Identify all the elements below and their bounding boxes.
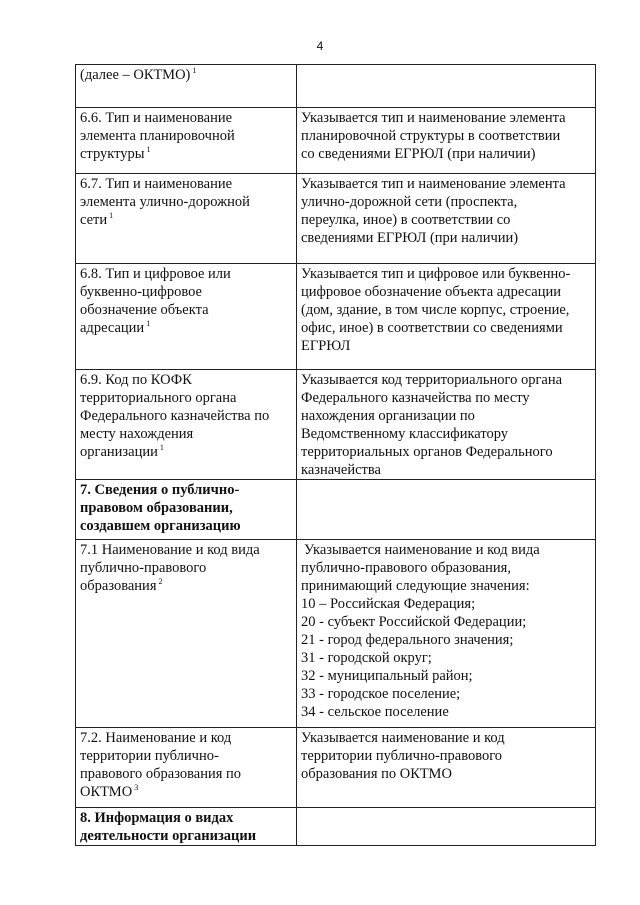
row-description-line: территории публично-правового <box>301 748 503 764</box>
row-label-cell <box>76 370 297 480</box>
row-description-line: 32 - муниципальный район; <box>301 668 473 684</box>
table-row <box>76 108 596 174</box>
footnote-marker: 1 <box>144 319 151 329</box>
row-description-line: сведениями ЕГРЮЛ (при наличии) <box>301 230 519 246</box>
row-label-cell <box>76 728 297 808</box>
row-label-text: 6.9. Код по КОФК <box>80 372 192 388</box>
row-label-line <box>80 265 293 283</box>
row-label-line <box>80 517 293 535</box>
row-label-cell <box>76 480 297 540</box>
row-label-text: сети <box>80 212 108 228</box>
row-label-cell <box>76 808 297 846</box>
row-description-line: Указывается код территориального органа <box>301 372 563 388</box>
row-label-cell <box>76 108 297 174</box>
row-label-cell <box>76 540 297 728</box>
row-description-line: Ведомственному классификатору <box>301 426 509 442</box>
row-label-line <box>80 577 293 595</box>
footnote-marker: 1 <box>107 211 114 221</box>
row-label-text: обозначение объекта <box>80 302 209 318</box>
row-description-line: переулка, иное) в соответствии со <box>301 212 511 228</box>
row-label-text: 8. Информация о видах <box>80 810 234 826</box>
row-label-line <box>80 783 293 801</box>
row-label-text: буквенно-цифровое <box>80 284 202 300</box>
row-label-line <box>80 66 293 84</box>
row-label-line <box>80 127 293 145</box>
row-label-line <box>80 407 293 425</box>
row-label-text: структуры <box>80 146 145 162</box>
row-label-text: территориального органа <box>80 390 237 406</box>
row-label-text: 6.8. Тип и цифровое или <box>80 266 231 282</box>
row-description-cell <box>297 108 596 174</box>
row-description-line: образования по ОКТМО <box>301 766 452 782</box>
row-label-line <box>80 193 293 211</box>
row-description-cell <box>297 808 596 846</box>
row-label-line <box>80 809 293 827</box>
row-label-text: 6.7. Тип и наименование <box>80 176 233 192</box>
row-description-line: публично-правового образования, <box>301 560 511 576</box>
table-row <box>76 65 596 108</box>
row-label-text: адресации <box>80 320 145 336</box>
row-label-line <box>80 109 293 127</box>
footnote-marker: 1 <box>157 443 164 453</box>
row-label-text: публично-правового <box>80 560 207 576</box>
row-label-text: деятельности организации <box>80 828 257 844</box>
table-row <box>76 540 596 728</box>
row-label-line <box>80 729 293 747</box>
row-label-text: образования <box>80 578 157 594</box>
row-label-line <box>80 371 293 389</box>
row-description-line: Указывается тип и наименование элемента <box>301 176 566 192</box>
row-description-cell <box>297 728 596 808</box>
row-description-cell <box>297 174 596 264</box>
row-label-line <box>80 175 293 193</box>
row-description-line: территориальных органов Федерального <box>301 444 553 460</box>
row-label-cell <box>76 65 297 108</box>
table-row <box>76 728 596 808</box>
row-description-cell <box>297 540 596 728</box>
row-label-line <box>80 389 293 407</box>
row-label-text: 7.2. Наименование и код <box>80 730 232 746</box>
row-label-line <box>80 747 293 765</box>
row-label-line <box>80 559 293 577</box>
row-label-line <box>80 145 293 163</box>
row-description-cell <box>297 264 596 370</box>
row-label-cell <box>76 264 297 370</box>
row-label-line <box>80 481 293 499</box>
table-row <box>76 370 596 480</box>
row-description-line: 20 - субъект Российской Федерации; <box>301 614 527 630</box>
row-label-text: организации <box>80 444 158 460</box>
row-label-line <box>80 319 293 337</box>
row-label-line <box>80 443 293 461</box>
row-label-line <box>80 283 293 301</box>
row-label-line <box>80 499 293 517</box>
row-label-line <box>80 765 293 783</box>
row-description-line: офис, иное) в соответствии со сведениями <box>301 320 563 336</box>
row-description-line: 21 - город федерального значения; <box>301 632 514 648</box>
row-label-text: элемента улично-дорожной <box>80 194 250 210</box>
row-description-line: казначейства <box>301 462 381 478</box>
row-description-line: принимающий следующие значения: <box>301 578 530 594</box>
row-label-text: месту нахождения <box>80 426 194 442</box>
row-label-line <box>80 211 293 229</box>
row-description-line: Указывается тип и цифровое или буквенно- <box>301 266 571 282</box>
table-body <box>76 65 596 846</box>
row-label-text: 7. Сведения о публично- <box>80 482 240 498</box>
row-label-cell <box>76 174 297 264</box>
row-description-line: Федерального казначейства по месту <box>301 390 530 406</box>
table-row <box>76 264 596 370</box>
table-row <box>76 174 596 264</box>
row-label-line <box>80 541 293 559</box>
row-label-line <box>80 301 293 319</box>
row-label-text: территории публично- <box>80 748 219 764</box>
row-description-line: ЕГРЮЛ <box>301 338 351 354</box>
footnote-marker: 2 <box>156 577 163 587</box>
row-label-text: Федерального казначейства по <box>80 408 270 424</box>
row-description-line: со сведениями ЕГРЮЛ (при наличии) <box>301 146 536 162</box>
row-description-line: Указывается наименование и код вида <box>304 542 540 558</box>
table-row <box>76 808 596 846</box>
page-number: 4 <box>316 39 324 53</box>
row-label-text: правового образования по <box>80 766 242 782</box>
row-label-text: 7.1 Наименование и код вида <box>80 542 260 558</box>
row-description-line: цифровое обозначение объекта адресации <box>301 284 561 300</box>
row-description-line: 10 – Российская Федерация; <box>301 596 476 612</box>
row-description-cell <box>297 65 596 108</box>
row-description-line: 33 - городское поселение; <box>301 686 461 702</box>
row-description-line: 31 - городской округ; <box>301 650 432 666</box>
row-description-cell <box>297 480 596 540</box>
row-label-text: правовом образовании, <box>80 500 233 516</box>
footnote-marker: 3 <box>132 783 139 793</box>
row-description-line: Указывается наименование и код <box>301 730 505 746</box>
row-label-text: создавшем организацию <box>80 518 241 534</box>
table-row <box>76 480 596 540</box>
row-label-text: ОКТМО <box>80 784 133 800</box>
row-label-line <box>80 425 293 443</box>
requirements-table <box>75 64 596 846</box>
row-description-line: нахождения организации по <box>301 408 475 424</box>
footnote-marker: 1 <box>190 66 197 76</box>
row-description-line: (дом, здание, в том числе корпус, строение, <box>301 302 570 318</box>
row-description-line: улично-дорожной сети (проспекта, <box>301 194 518 210</box>
row-label-text: элемента планировочной <box>80 128 235 144</box>
row-label-text: 6.6. Тип и наименование <box>80 110 233 126</box>
row-description-cell <box>297 370 596 480</box>
row-label-line <box>80 827 293 845</box>
row-description-line: Указывается тип и наименование элемента <box>301 110 566 126</box>
footnote-marker: 1 <box>144 145 151 155</box>
row-description-line: 34 - сельское поселение <box>301 704 449 720</box>
row-label-text: (далее – ОКТМО) <box>80 67 191 83</box>
row-description-line: планировочной структуры в соответствии <box>301 128 561 144</box>
